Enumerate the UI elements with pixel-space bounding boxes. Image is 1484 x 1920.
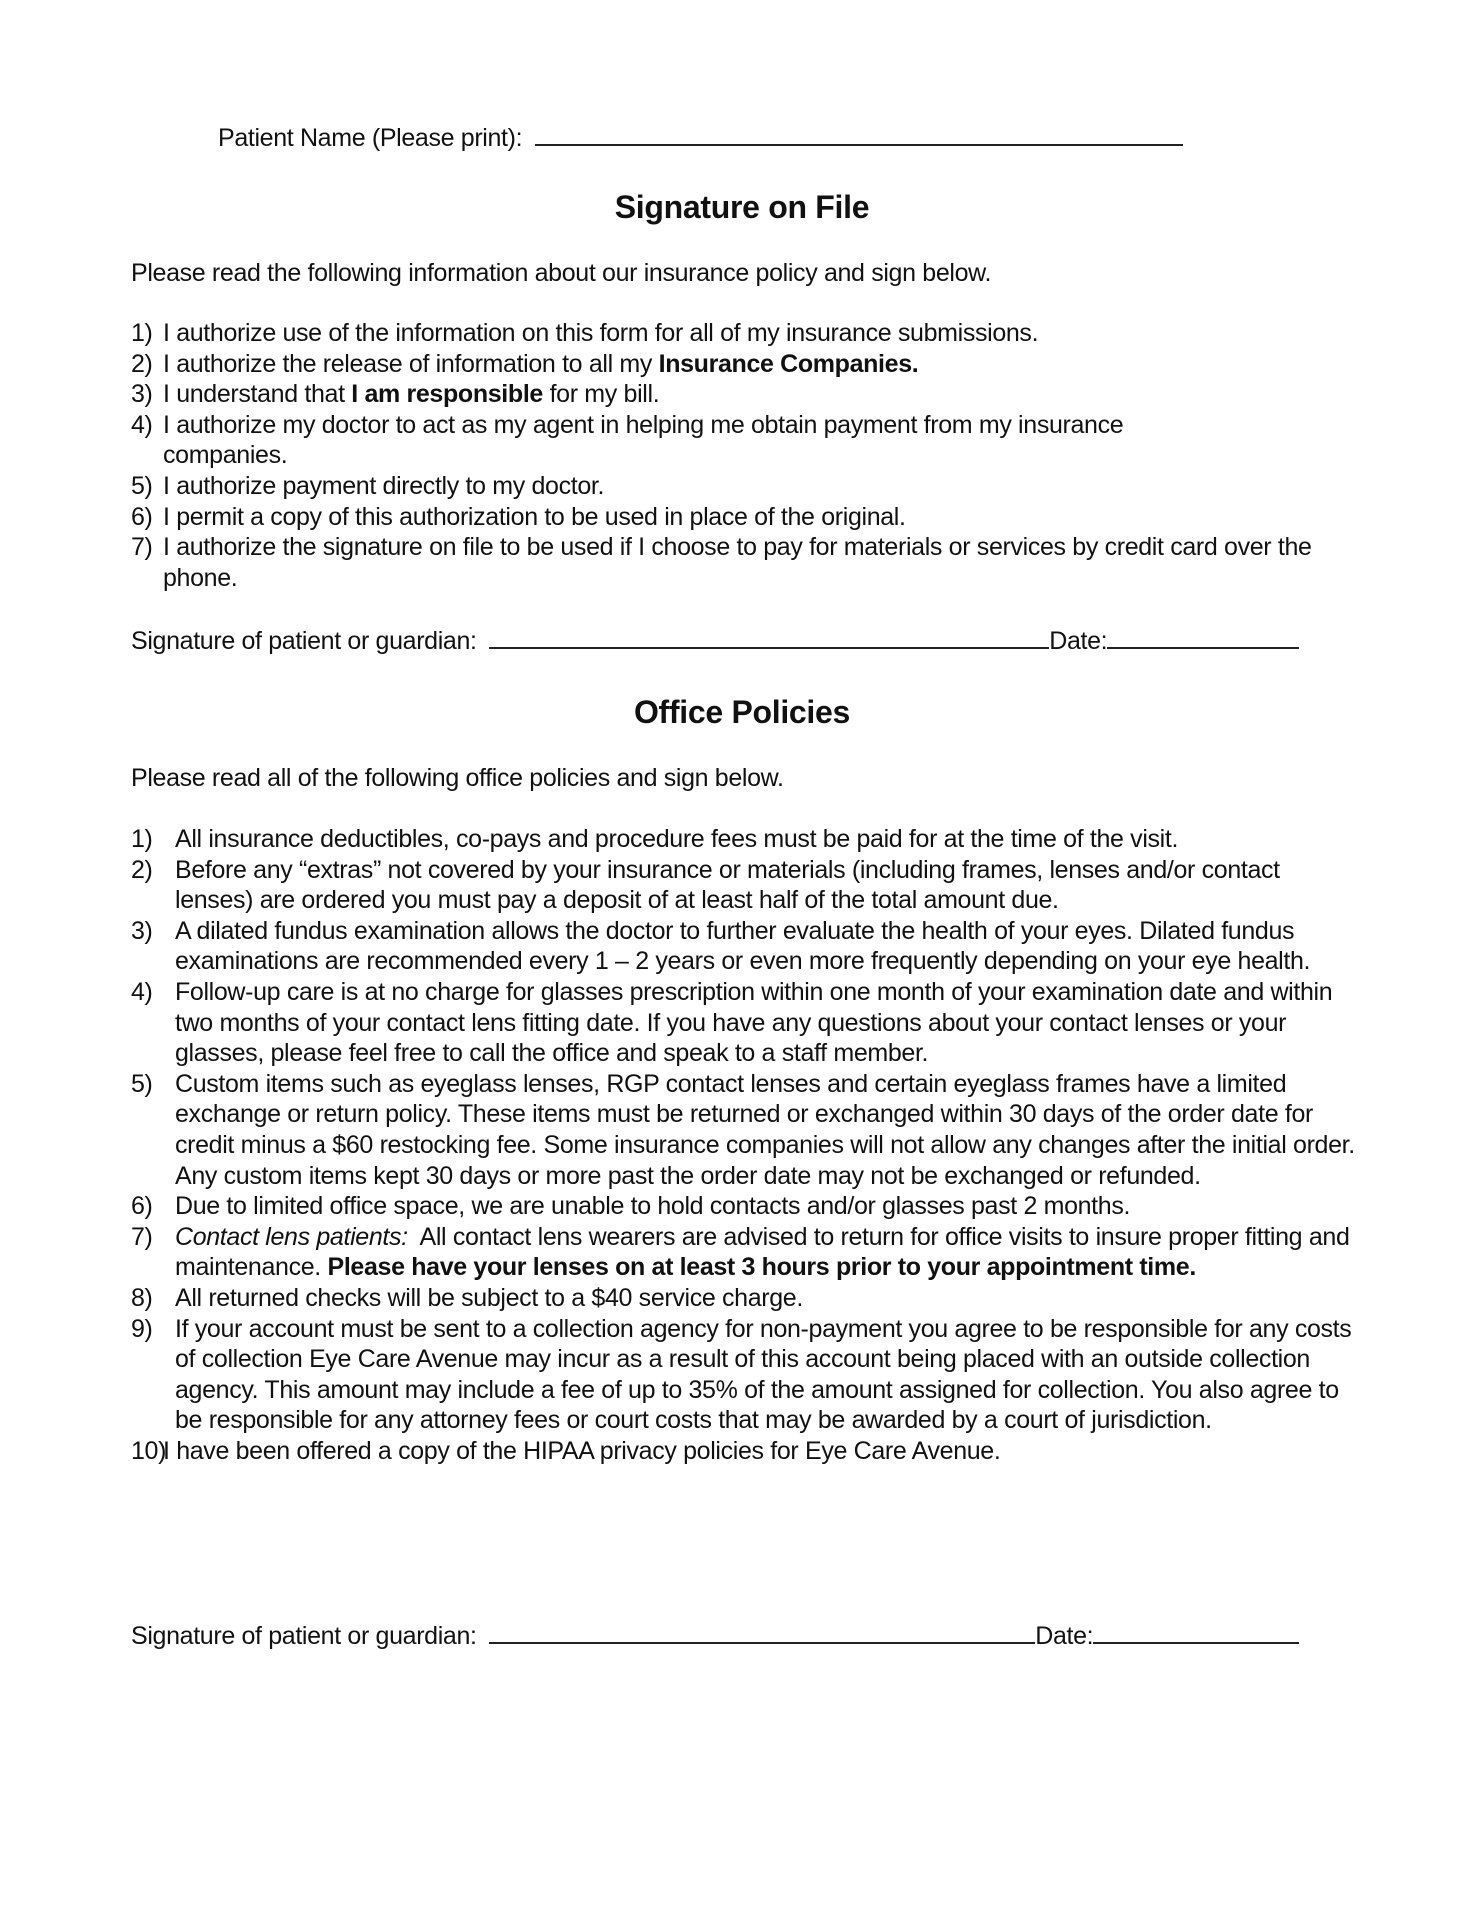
list-item: 5) I authorize payment directly to my doctor. — [131, 471, 605, 500]
list-item: 9) If your account must be sent to a collection agency for non-payment you agree to be responsible for any costs of collection Eye Care Avenue may incur as a result of this account being placed with an outside collection agency. This amount may include a fee of up to 35% of the amount assigned for collection. You also agree to be responsible for any attorney fees or court costs that may be awarded by a court of jurisdiction. — [131, 1314, 1352, 1435]
signature-on-file-intro: Please read the following information about our insurance policy and sign below. — [131, 259, 992, 287]
office-policies-intro: Please read all of the following office policies and sign below. — [131, 764, 784, 792]
list-item: 4) I authorize my doctor to act as my agent in helping me obtain payment from my insurance companies. — [131, 410, 1124, 470]
list-item: 6) Due to limited office space, we are unable to hold contacts and/or glasses past 2 months. — [131, 1192, 1131, 1221]
list-item: 3) A dilated fundus examination allows the doctor to further evaluate the health of your eyes. Dilated fundus examinations are recommended every 1 – 2 years or even more frequently depending on your eye health. — [131, 916, 1311, 976]
date-label: Date: — [1035, 1622, 1094, 1650]
patient-name-field[interactable] — [535, 122, 1183, 146]
patient-name-label: Patient Name (Please print): — [218, 124, 523, 152]
list-item: 4) Follow-up care is at no charge for glasses prescription within one month of your examination date and within two months of your contact lens fitting date. If you have any questions about your contact lenses or your glasses, please feel free to call the office and speak to a staff member. — [131, 977, 1333, 1068]
list-item: 7) I authorize the signature on file to be used if I choose to pay for materials or services by credit card over the phone. — [131, 533, 1312, 592]
list-item: 3) I understand that I am responsible for my bill. — [131, 380, 660, 409]
list-item: 2) I authorize the release of information to all my Insurance Companies. — [131, 349, 919, 378]
signature-row-1 — [131, 625, 1299, 656]
list-item: 6) I permit a copy of this authorization to be used in place of the original. — [131, 502, 906, 531]
date-label: Date: — [1049, 627, 1108, 655]
signature-field[interactable] — [489, 1620, 1035, 1644]
signature-label: Signature of patient or guardian: — [131, 627, 477, 655]
date-field[interactable] — [1107, 625, 1299, 649]
list-item: 1) All insurance deductibles, co-pays and procedure fees must be paid for at the time of the visit. — [131, 825, 1179, 853]
signature-field[interactable] — [489, 625, 1049, 649]
signature-label: Signature of patient or guardian: — [131, 1622, 477, 1650]
list-item: 1) I authorize use of the information on this form for all of my insurance submissions. — [131, 319, 1039, 347]
signature-on-file-list — [131, 318, 1361, 593]
list-item: 10) I have been offered a copy of the HIPAA privacy policies for Eye Care Avenue. — [131, 1436, 1001, 1465]
office-policies-list — [131, 824, 1371, 1466]
list-item: 5) Custom items such as eyeglass lenses, RGP contact lenses and certain eyeglass frames have a limited exchange or return policy. These items must be returned or exchanged within 30 days of the order date for credit minus a $60 restocking fee. Some insurance companies will not allow any changes after the initial order. Any custom items kept 30 days or more past the order date may not be exchanged or refunded. — [131, 1069, 1355, 1190]
date-field[interactable] — [1093, 1620, 1299, 1644]
patient-name-row — [218, 122, 1183, 153]
signature-row-2 — [131, 1620, 1299, 1651]
signature-on-file-title: Signature on File — [614, 189, 870, 225]
list-item: 7) Contact lens patients: All contact lens wearers are advised to return for office visits to insure proper fitting and maintenance. Please have your lenses on at least 3 hours prior to your appointment time. — [131, 1222, 1350, 1282]
list-item: 2) Before any “extras” not covered by your insurance or materials (including frames, lenses and/or contact lenses) are ordered you must pay a deposit of at least half of the total amount due. — [131, 855, 1280, 915]
list-item: 8) All returned checks will be subject to a $40 service charge. — [131, 1283, 803, 1312]
office-policies-title: Office Policies — [633, 694, 851, 730]
